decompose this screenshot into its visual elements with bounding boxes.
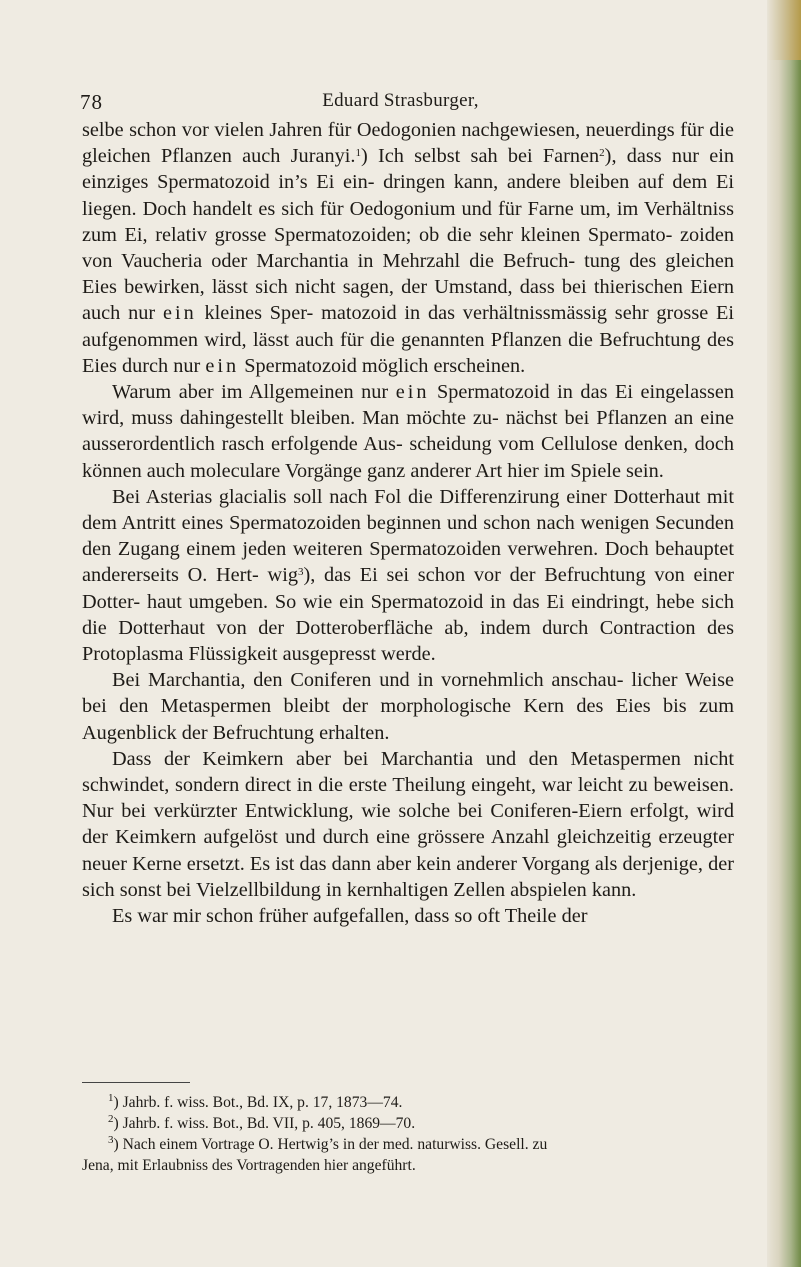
page-header: [0, 90, 801, 120]
text-line: Bei Asterias glacialis soll nach Fol die Differenzirung einer: [112, 485, 607, 508]
footnote-3: $^3$) Nach einem Vortrage O. Hertwig’s in der med. naturwiss. Gesell. zu: [108, 1134, 548, 1153]
text-line: leicht zu beweisen. Nur bei verkürzter Entwicklung, wie solche: [82, 774, 734, 823]
text-line: es sich für Oedogonium und für Farne um, im Verhältniss zum: [82, 197, 735, 246]
text-line: Es war mir schon früher aufgefallen, dass so oft Theile der: [112, 905, 588, 928]
running-head: Eduard Strasburger,: [322, 90, 479, 111]
footnote-text: Jahrb. f. wiss. Bot., Bd. VII, p. 405, 1869—70.: [122, 1115, 416, 1132]
text-line: nächst bei Pflanzen an eine ausserordentlich rasch erfolgende Aus-: [82, 407, 734, 456]
footnote-ref: 3: [297, 566, 304, 579]
text-line: Umstand, dass bei thierischen Eiern auch nur: [82, 276, 734, 325]
text-line: Eies durch nur: [82, 354, 201, 377]
text-line: zoiden von Vaucheria oder Marchantia in Mehrzahl die Befruch-: [82, 223, 735, 273]
text-line: , das Ei sei schon vor der Befruchtung von einer Dotter-: [82, 564, 734, 613]
paragraph-2: [82, 379, 734, 484]
footnote-2: $^2$) Jahrb. f. wiss. Bot., Bd. VII, p. 405, 1869—70.: [108, 1113, 416, 1132]
footnote-mark: 3: [108, 1134, 114, 1146]
text-line: Warum aber im Allgemeinen nur: [112, 381, 389, 404]
paragraph-3: Bei Asterias glacialis soll nach Fol die Differenzirung einer Dotterhaut mit dem Antritt eines Spermatozoiden beginnen und schon nach wenigen Secunden den Zugang einem jeden weiteren Spermatozoiden verwehren. Doch behauptet andererseits O. Hert- wig$^3$), das Ei sei schon vor der Befruchtung von einer Dotter- haut umgeben. So wie ein Spermatozoid in das Ei eindringt, hebe sich die Dotterhaut von der Dotteroberfläche ab, indem durch Contraction des Protoplasma Flüssigkeit ausgepresst werde.: [82, 485, 735, 666]
page-edge-shadow: [767, 0, 801, 1267]
text-line: Contraction des Protoplasma Flüssigkeit ausgepresst werde.: [82, 616, 734, 666]
text-line: sonst bei Vielzellbildung in kernhaltigen Zellen abspielen kann.: [119, 878, 637, 901]
text-line: Ei eingelassen wird, muss dahingestellt bleiben. Man möchte zu-: [82, 381, 734, 430]
text-line: matozoid in das verhältnissmässig sehr grosse Ei aufgenommen: [82, 302, 735, 351]
text-line: Spermatozoid in das: [437, 381, 608, 404]
footnote-mark: 2: [108, 1113, 114, 1125]
text-line: tung des gleichen Eies bewirken, lässt sich nicht sagen, der: [82, 250, 734, 299]
text-line: wig: [267, 564, 298, 587]
text-line: kleines Sper-: [204, 302, 314, 325]
footnote-3-continued: [82, 1155, 734, 1176]
footnote-1: $^1$) Jahrb. f. wiss. Bot., Bd. IX, p. 17, 1873—74.: [108, 1092, 403, 1111]
text-line: Vorgänge ganz anderer Art hier im Spiele sein.: [284, 459, 664, 482]
paragraph-6: [82, 903, 734, 929]
footnote-mark: 1: [108, 1092, 114, 1104]
page-edge-stain: [767, 0, 801, 60]
emphasis-word: ein: [205, 354, 240, 377]
text-line: wird, lässt auch für die genannten Pflanzen die Befruchtung des: [204, 328, 734, 351]
text-line: hebe sich die Dotterhaut von der Dotteroberfläche ab, indem durch: [82, 590, 735, 639]
emphasis-word: ein: [395, 381, 430, 404]
text-line: bei Coniferen-Eiern erfolgt, wird der Keimkern aufgelöst und durch: [82, 800, 734, 849]
text-line: scheidung vom Cellulose denken, doch können auch moleculare: [82, 433, 734, 482]
text-line: neuerdings für die gleichen Pflanzen auch Juranyi.: [82, 119, 734, 168]
emphasis-word: ein: [162, 302, 197, 325]
text-line: Bei Marchantia, den Coniferen und in vornehmlich anschau-: [112, 669, 624, 692]
text-line: Spermatozoiden verwehren. Doch behauptet andererseits O. Hert-: [82, 538, 734, 587]
text-line: haut umgeben. So wie ein Spermatozoid in das Ei eindringt,: [146, 590, 650, 613]
footnote-ref: 1: [355, 147, 361, 160]
text-line: Kern des Eies bis zum Augenblick der Befruchtung erhalten.: [82, 695, 734, 744]
text-line: Dass der Keimkern aber bei Marchantia und den Metaspermen: [112, 747, 681, 770]
text-line: Dotterhaut mit dem Antritt eines Spermatozoiden beginnen und: [82, 485, 734, 535]
paragraph-1: selbe schon vor vielen Jahren für Oedogonien nachgewiesen, neuerdings für die gleichen Pflanzen auch Juranyi.$^1$) Ich selbst sah bei Farnen$^2$), dass nur ein einziges Spermatozoid in’s Ei ein- dringen kann, andere bleiben auf dem Ei liegen. Doch handelt es sich für Oedogonium und für Farne um, im Verhältniss zum Ei, relativ grosse Spermatozoiden; ob die sehr kleinen Spermato- zoiden von Vaucheria oder Marchantia in Mehrzahl die Befruch- tung des gleichen Eies bewirken, lässt sich nicht sagen, der Umstand, dass bei thierischen Eiern auch nur ein kleines Sper- matozoid in das verhältnissmässig sehr grosse Ei aufgenommen wird, lässt auch für die genannten Pflanzen die Befruchtung des Eies durch nur ein Spermatozoid möglich erscheinen.: [82, 119, 735, 377]
footnote-text: Nach einem Vortrage O. Hertwig’s in der med. naturwiss. Gesell. zu: [122, 1136, 548, 1153]
footnote-text: Jena, mit Erlaubniss des Vortragenden hier angeführt.: [82, 1157, 416, 1174]
text-line: selbe schon vor vielen Jahren für Oedogonien nachgewiesen,: [82, 119, 581, 141]
footnote-ref: 2: [599, 147, 605, 160]
footnote-divider: [82, 1082, 190, 1083]
text-line: ist das dann aber kein anderer Vorgang als derjenige, der sich: [82, 852, 734, 901]
text-line: schon nach wenigen Secunden den Zugang einem jeden weiteren: [82, 512, 734, 561]
paragraph-5: [82, 746, 734, 903]
page-number: 78: [80, 90, 103, 114]
text-line: sah bei Farnen: [470, 145, 600, 168]
paragraph-4: [82, 667, 734, 746]
text-line: Ich selbst: [377, 145, 461, 168]
main-text: [82, 117, 734, 929]
text-line: nicht schwindet, sondern direct in die erste Theilung eingeht, war: [82, 747, 734, 797]
text-line: licher Weise bei den Metaspermen bleibt der morphologische: [82, 669, 734, 718]
footnote-text: Jahrb. f. wiss. Bot., Bd. IX, p. 17, 1873—74.: [122, 1094, 403, 1111]
text-line: dringen kann, andere bleiben auf dem Ei liegen. Doch handelt: [82, 171, 734, 220]
text-line: , dass nur ein einziges Spermatozoid in’s Ei ein-: [82, 145, 734, 194]
text-line: eine grössere Anzahl gleichzeitig erzeugter neuer Kerne ersetzt. Es: [82, 826, 734, 875]
footnotes: [82, 1092, 734, 1176]
text-line: Spermatozoid möglich erscheinen.: [244, 354, 526, 377]
text-line: Ei, relativ grosse Spermatozoiden; ob die sehr kleinen Spermato-: [124, 223, 673, 246]
